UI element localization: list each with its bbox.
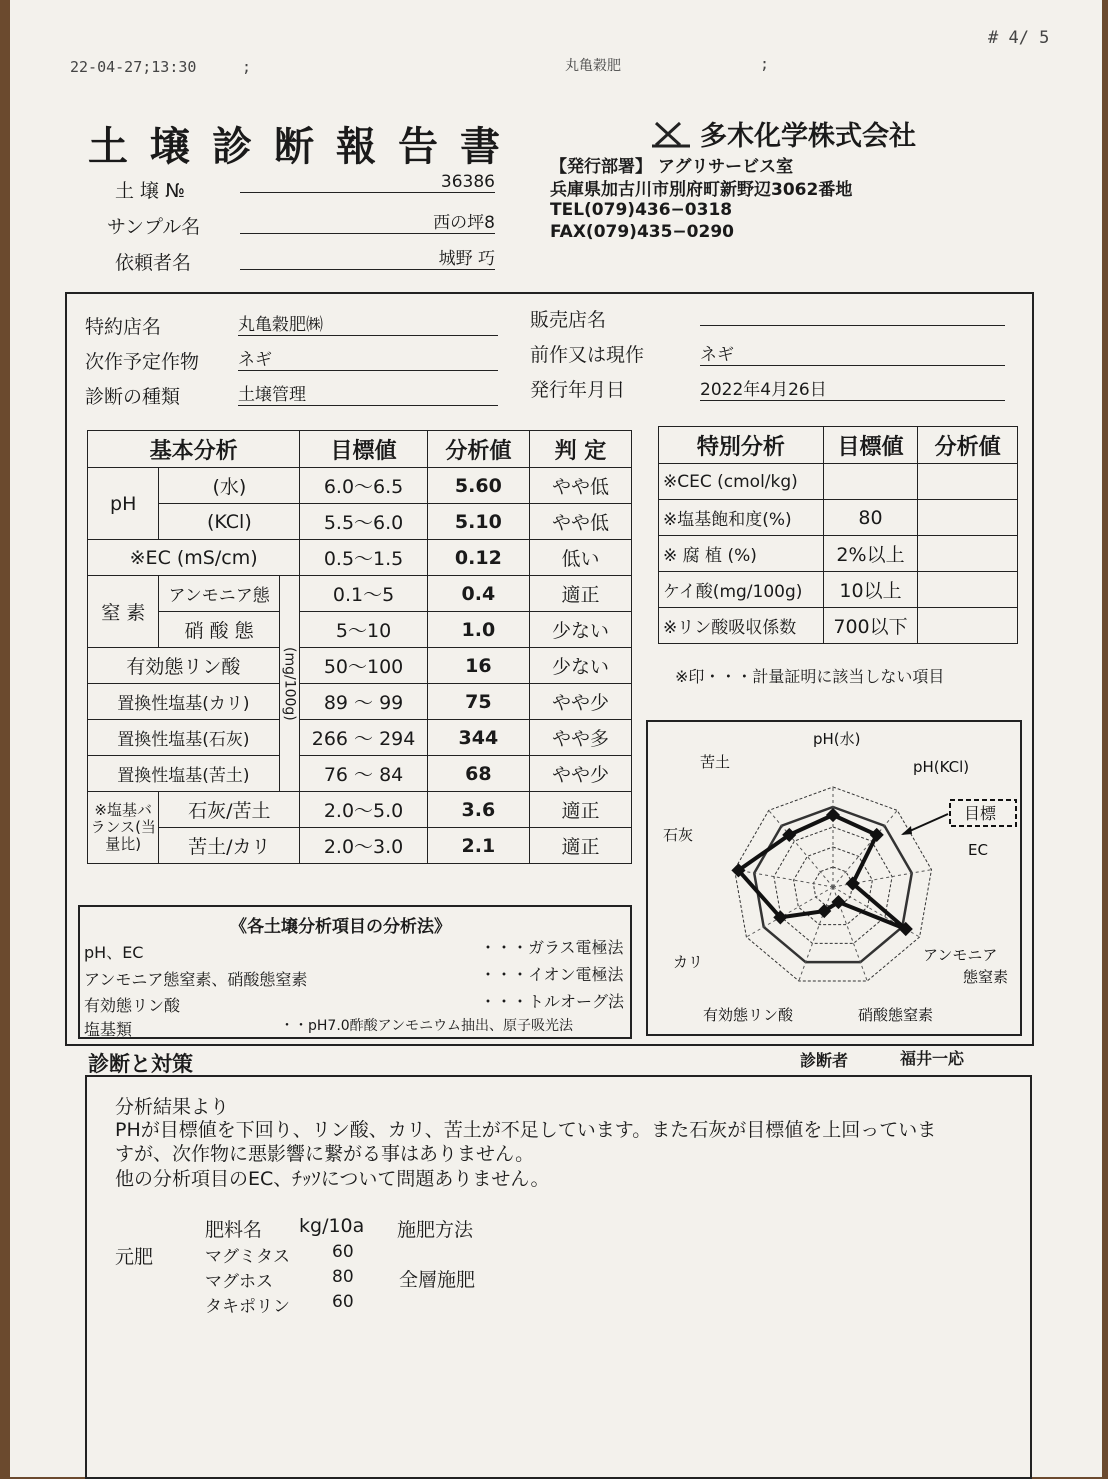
row-value: 16 (427, 648, 529, 684)
row-judge: 少ない (529, 648, 631, 684)
table-row (659, 500, 1018, 536)
row-judge: 適正 (529, 576, 631, 612)
row-judge: 低い (529, 540, 631, 576)
method-item: 塩基類 (84, 1020, 133, 1039)
row-judge: 少ない (529, 612, 631, 648)
row-value (918, 572, 1018, 608)
nitrogen-label: 窒 素 (88, 576, 159, 648)
table-row (659, 536, 1018, 572)
diagnosis-line: すが、次作物に悪影響に繋がる事はありません。 (115, 1143, 535, 1165)
table-row (659, 464, 1018, 500)
fert-method: 全層施肥 (399, 1269, 476, 1291)
row-target: 89 〜 99 (300, 684, 428, 720)
table-row (88, 720, 632, 756)
radar-axis-label: pH(水) (813, 730, 861, 748)
radar-axis-label: 有効態リン酸 (703, 1006, 794, 1024)
row-judge: やや少 (529, 756, 631, 792)
row-item: 苦土/カリ (159, 828, 300, 864)
special-note: ※印・・・計量証明に該当しない項目 (675, 667, 945, 686)
table-row (88, 756, 632, 792)
row-target: 10以上 (823, 572, 918, 608)
row-item: ※EC (mS/cm) (88, 540, 300, 576)
radar-axis-label: pH(KCl) (913, 758, 970, 776)
table-row (88, 468, 632, 504)
table-row (88, 684, 632, 720)
taki-logo-icon (650, 117, 692, 149)
fax-datetime: 22-04-27;13:30 (70, 58, 197, 76)
diagnosis-line: 他の分析項目のEC、ﾁｯｿについて問題ありません。 (115, 1168, 550, 1190)
radar-axis-label: カリ (673, 953, 704, 971)
table-row (88, 504, 632, 540)
fertilizer-amount: 80 (332, 1267, 354, 1287)
row-target: 5〜10 (300, 612, 428, 648)
row-target: 0.1〜5 (300, 576, 428, 612)
row-item: アンモニア態 (159, 576, 279, 612)
row-target: 5.5〜6.0 (300, 504, 428, 540)
page-title: 土壌診断報告書 (88, 123, 522, 170)
company-dept: 【発行部署】 アグリサービス室 (550, 157, 794, 177)
row-judge: やや少 (529, 684, 631, 720)
row-value (918, 500, 1018, 536)
table-row (88, 612, 632, 648)
diag-type-label: 診断の種類 (85, 386, 181, 408)
fert-header-method: 施肥方法 (397, 1219, 474, 1241)
company-name: 多木化学株式会社 (700, 121, 916, 152)
row-value: 3.6 (427, 792, 529, 828)
company-address: 兵庫県加古川市別府町新野辺3062番地 (550, 180, 853, 200)
fertilizer-amount: 60 (332, 1242, 354, 1262)
diagnosis-title: 診断と対策 (88, 1052, 193, 1076)
radar-spoke (799, 887, 833, 981)
row-judge: やや多 (529, 720, 631, 756)
diagnoser-label: 診断者 (800, 1051, 849, 1070)
row-target: 6.0〜6.5 (300, 468, 428, 504)
diagnosis-line: PHが目標値を下回り、リン酸、カリ、苦土が不足しています。また石灰が目標値を上回っていま (115, 1119, 937, 1141)
radar-point (870, 828, 884, 842)
method-name: ・・・イオン電極法 (480, 965, 624, 984)
row-item: 有効態リン酸 (88, 648, 280, 684)
row-target: 700以下 (823, 608, 918, 644)
table-row (88, 648, 632, 684)
method-item: アンモニア態窒素、硝酸態窒素 (84, 970, 308, 989)
table-row (88, 828, 632, 864)
fax-sender: 丸亀穀肥 (565, 58, 621, 74)
row-value (918, 536, 1018, 572)
row-target: 0.5〜1.5 (300, 540, 428, 576)
diag-type: 土壌管理 (238, 380, 498, 406)
row-target: 266 〜 294 (300, 720, 428, 756)
table-row (659, 608, 1018, 644)
fertilizer-name: タキポリン (205, 1297, 290, 1317)
radar-axis-label: 石灰 (663, 826, 694, 844)
row-target: 80 (823, 500, 918, 536)
issue-date: 2022年4月26日 (700, 375, 1005, 401)
row-target: 76 〜 84 (300, 756, 428, 792)
method-name: ・・pH7.0酢酸アンモニウム抽出、原子吸光法 (280, 1018, 573, 1034)
fert-header-amount: kg/10a (299, 1215, 365, 1237)
dealer-label: 特約店名 (85, 316, 162, 338)
diagnosis-box (85, 1075, 1032, 1479)
row-item: 石灰/苦土 (159, 792, 300, 828)
radar-spoke (833, 810, 897, 887)
company-tel: TEL(079)436−0318 (550, 200, 733, 220)
special-analysis-table (658, 426, 1018, 644)
row-value: 75 (427, 684, 529, 720)
header-value: 分析値 (427, 431, 529, 468)
header-target: 目標値 (823, 427, 918, 464)
row-target: 50〜100 (300, 648, 428, 684)
row-item: ケイ酸(mg/100g) (659, 572, 824, 608)
client-label: 依頼者名 (115, 252, 192, 274)
fax-page: # 4/ 5 (988, 28, 1050, 48)
unit-label: (mg/100g) (279, 576, 299, 792)
header-judge: 判 定 (529, 431, 631, 468)
row-judge: 適正 (529, 792, 631, 828)
fertilizer-amount: 60 (332, 1292, 354, 1312)
method-name: ・・・ガラス電極法 (480, 938, 624, 957)
sample-name: 西の坪8 (240, 208, 495, 234)
methods-box (78, 905, 632, 1039)
row-item: (KCl) (159, 504, 300, 540)
fertilizer-name: マグミタス (205, 1247, 290, 1267)
row-item: ※リン酸吸収係数 (659, 608, 824, 644)
row-item: ※塩基飽和度(%) (659, 500, 824, 536)
method-item: 有効態リン酸 (84, 996, 181, 1015)
soil-no-label: 土 壌 № (115, 180, 185, 202)
balance-label: ※塩基バランス(当量比) (88, 792, 159, 864)
table-row (88, 540, 632, 576)
row-target: 2%以上 (823, 536, 918, 572)
row-value: 5.60 (427, 468, 529, 504)
radar-axis-label: アンモニア態窒素 (923, 946, 1009, 986)
row-value: 0.4 (427, 576, 529, 612)
table-header-row (88, 431, 632, 468)
table-row (88, 792, 632, 828)
row-value: 1.0 (427, 612, 529, 648)
row-judge: やや低 (529, 504, 631, 540)
header-special: 特別分析 (659, 427, 824, 464)
row-value (918, 464, 1018, 500)
target-label: 目標 (964, 804, 997, 823)
row-item: 置換性塩基(苦土) (88, 756, 280, 792)
fax-separator: ; (242, 58, 252, 76)
radar-spoke (769, 810, 833, 887)
header-basic: 基本分析 (88, 431, 300, 468)
row-value: 68 (427, 756, 529, 792)
row-target: 2.0〜5.0 (300, 792, 428, 828)
methods-title: 《各土壌分析項目の分析法》 (230, 917, 451, 937)
method-name: ・・・トルオーグ法 (480, 992, 625, 1011)
company-fax: FAX(079)435−0290 (550, 222, 734, 242)
method-item: pH、EC (84, 943, 144, 962)
fertilizer-name: マグホス (205, 1272, 273, 1292)
radar-axis-label: 苦土 (700, 753, 731, 771)
dealer-name: 丸亀穀肥㈱ (238, 310, 498, 336)
row-value: 5.10 (427, 504, 529, 540)
next-crop-label: 次作予定作物 (85, 351, 200, 373)
row-target (823, 464, 918, 500)
radar-axis-label: EC (968, 841, 988, 859)
table-row (659, 572, 1018, 608)
report-sheet (10, 0, 1102, 1477)
row-value: 2.1 (427, 828, 529, 864)
diagnoser-name: 福井一応 (900, 1049, 965, 1068)
table-header-row (659, 427, 1018, 464)
header-value: 分析値 (918, 427, 1018, 464)
basic-analysis-table (87, 430, 632, 864)
company-logo (650, 117, 692, 156)
client-name: 城野 巧 (240, 244, 495, 270)
fax-separator-2: ; (760, 55, 770, 73)
table-row (88, 576, 632, 612)
row-item: ※ 腐 植 (%) (659, 536, 824, 572)
row-value: 0.12 (427, 540, 529, 576)
diagnosis-line: 分析結果より (115, 1096, 230, 1118)
row-item: (水) (159, 468, 300, 504)
row-item: ※CEC (cmol/kg) (659, 464, 824, 500)
basal-label: 元肥 (115, 1246, 154, 1268)
row-judge: やや低 (529, 468, 631, 504)
seller-label: 販売店名 (530, 309, 607, 331)
radar-axis-label: 硝酸態窒素 (858, 1006, 934, 1024)
prev-crop: ネギ (700, 340, 1005, 366)
radar-chart (648, 722, 1020, 1034)
soil-no: 36386 (240, 172, 495, 193)
row-value (918, 608, 1018, 644)
row-item: 置換性塩基(カリ) (88, 684, 280, 720)
sample-name-label: サンプル名 (107, 216, 201, 238)
row-target: 2.0〜3.0 (300, 828, 428, 864)
row-value: 344 (427, 720, 529, 756)
row-item: 硝 酸 態 (159, 612, 279, 648)
fert-header-name: 肥料名 (205, 1219, 263, 1241)
header-target: 目標値 (300, 431, 428, 468)
ph-label: pH (88, 468, 159, 540)
row-item: 置換性塩基(石灰) (88, 720, 280, 756)
issue-date-label: 発行年月日 (530, 379, 626, 401)
radar-chart-box (646, 720, 1022, 1036)
seller-name (700, 305, 1005, 326)
next-crop: ネギ (238, 345, 498, 371)
prev-crop-label: 前作又は現作 (530, 344, 645, 366)
row-judge: 適正 (529, 828, 631, 864)
